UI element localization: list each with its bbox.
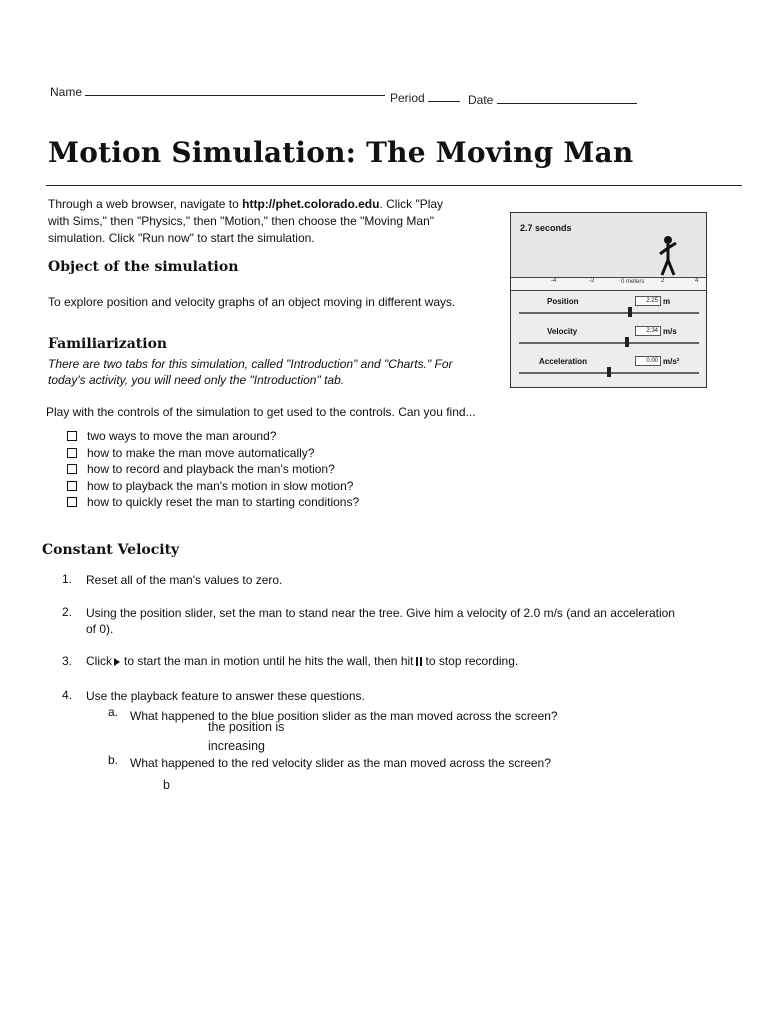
object-heading: Object of the simulation — [48, 259, 239, 275]
sim-position-row — [511, 295, 706, 323]
sim-row-value: 2.34 — [635, 326, 661, 336]
tabs-note-line-2: today's activity, you will need only the "Introduction" tab. — [48, 373, 345, 387]
sim-slider-track — [519, 312, 699, 314]
sim-slider-track — [519, 342, 699, 344]
familiarization-heading: Familiarization — [48, 336, 168, 352]
checklist-item: how to quickly reset the man to starting conditions? — [67, 494, 359, 511]
play-icon — [114, 658, 120, 666]
checkbox-icon — [67, 431, 77, 441]
checklist-item: how to playback the man's motion in slow motion? — [67, 478, 359, 495]
sub-question-marker: b. — [108, 753, 119, 767]
step-1-text: Reset all of the man's values to zero. — [86, 573, 283, 587]
ruler-tick: 4 — [695, 278, 699, 284]
sim-row-label: Acceleration — [539, 357, 588, 366]
question-b-text: What happened to the red velocity slider as the man moved across the screen? — [130, 756, 551, 770]
step-number: 1. — [62, 572, 73, 586]
intro-line-3: simulation. Click "Run now" to start the simulation. — [48, 231, 315, 245]
answer-a-line-2: increasing — [208, 739, 265, 753]
step-2-text-line-2: of 0). — [86, 622, 114, 636]
period-blank — [428, 90, 460, 102]
sim-slider-thumb — [628, 307, 632, 317]
answer-b-text: b — [163, 778, 170, 792]
sim-velocity-row — [511, 325, 706, 353]
sim-time-readout: 2.7 seconds — [520, 223, 572, 233]
constant-velocity-heading: Constant Velocity — [42, 542, 180, 558]
sim-row-unit: m/s — [663, 327, 677, 336]
date-field — [468, 92, 637, 107]
ruler-tick: -2 — [589, 278, 595, 284]
play-instruction: Play with the controls of the simulation to get used to the controls. Can you find... — [46, 405, 476, 419]
sim-row-value: 2.25 — [635, 296, 661, 306]
intro-line-2: with Sims," then "Physics," then "Motion," then choose the "Moving Man" — [48, 214, 434, 228]
step-4-text: Use the playback feature to answer these questions. — [86, 689, 365, 703]
question-a-text: What happened to the blue position slider as the man moved across the screen? — [130, 709, 558, 723]
sim-row-label: Velocity — [547, 327, 578, 336]
sim-acceleration-row — [511, 355, 706, 383]
checkbox-icon — [67, 464, 77, 474]
simulation-screenshot — [510, 212, 707, 388]
step-2-text-line-1: Using the position slider, set the man to stand near the tree. Give him a velocity of 2.0 m/s (and an acceleration — [86, 606, 675, 620]
checkbox-icon — [67, 448, 77, 458]
step-number: 3. — [62, 654, 73, 668]
checklist-item: how to record and playback the man's motion? — [67, 461, 359, 478]
sim-row-unit: m — [663, 297, 671, 306]
ruler-tick: 2 — [661, 278, 665, 284]
name-label: Name — [50, 85, 83, 99]
sim-ruler — [511, 277, 706, 291]
object-text: To explore position and velocity graphs of an object moving in different ways. — [48, 295, 456, 309]
period-field — [390, 90, 460, 105]
ruler-tick: -4 — [551, 278, 557, 284]
sub-question-marker: a. — [108, 705, 119, 719]
sim-row-unit: m/s² — [663, 357, 680, 366]
phet-url: http://phet.colorado.edu — [242, 197, 380, 211]
sim-slider-thumb — [607, 367, 611, 377]
sim-slider-thumb — [625, 337, 629, 347]
step-3-text: Click to start the man in motion until he hits the wall, then hit to stop recording. — [86, 654, 519, 668]
checkbox-icon — [67, 481, 77, 491]
pause-icon — [416, 657, 423, 666]
sim-row-value: 0.00 — [635, 356, 661, 366]
sim-row-label: Position — [547, 297, 579, 306]
moving-man-icon — [657, 235, 679, 277]
answer-a-line-1: the position is — [208, 720, 285, 734]
step-number: 2. — [62, 605, 73, 619]
title-divider — [46, 185, 742, 186]
checklist-item: how to make the man move automatically? — [67, 445, 359, 462]
ruler-zero-label: 0 meters — [621, 279, 645, 285]
tabs-note-line-1: There are two tabs for this simulation, called "Introduction" and "Charts." For — [48, 357, 453, 371]
controls-checklist — [67, 428, 359, 511]
date-label: Date — [468, 93, 494, 107]
name-field — [50, 84, 385, 99]
intro-line-1: Through a web browser, navigate to http://phet.colorado.edu. Click "Play — [48, 197, 444, 211]
checkbox-icon — [67, 497, 77, 507]
name-blank — [85, 84, 385, 96]
page-title: Motion Simulation: The Moving Man — [48, 136, 634, 169]
date-blank — [497, 92, 637, 104]
step-number: 4. — [62, 688, 73, 702]
checklist-item: two ways to move the man around? — [67, 428, 359, 445]
period-label: Period — [390, 91, 425, 105]
